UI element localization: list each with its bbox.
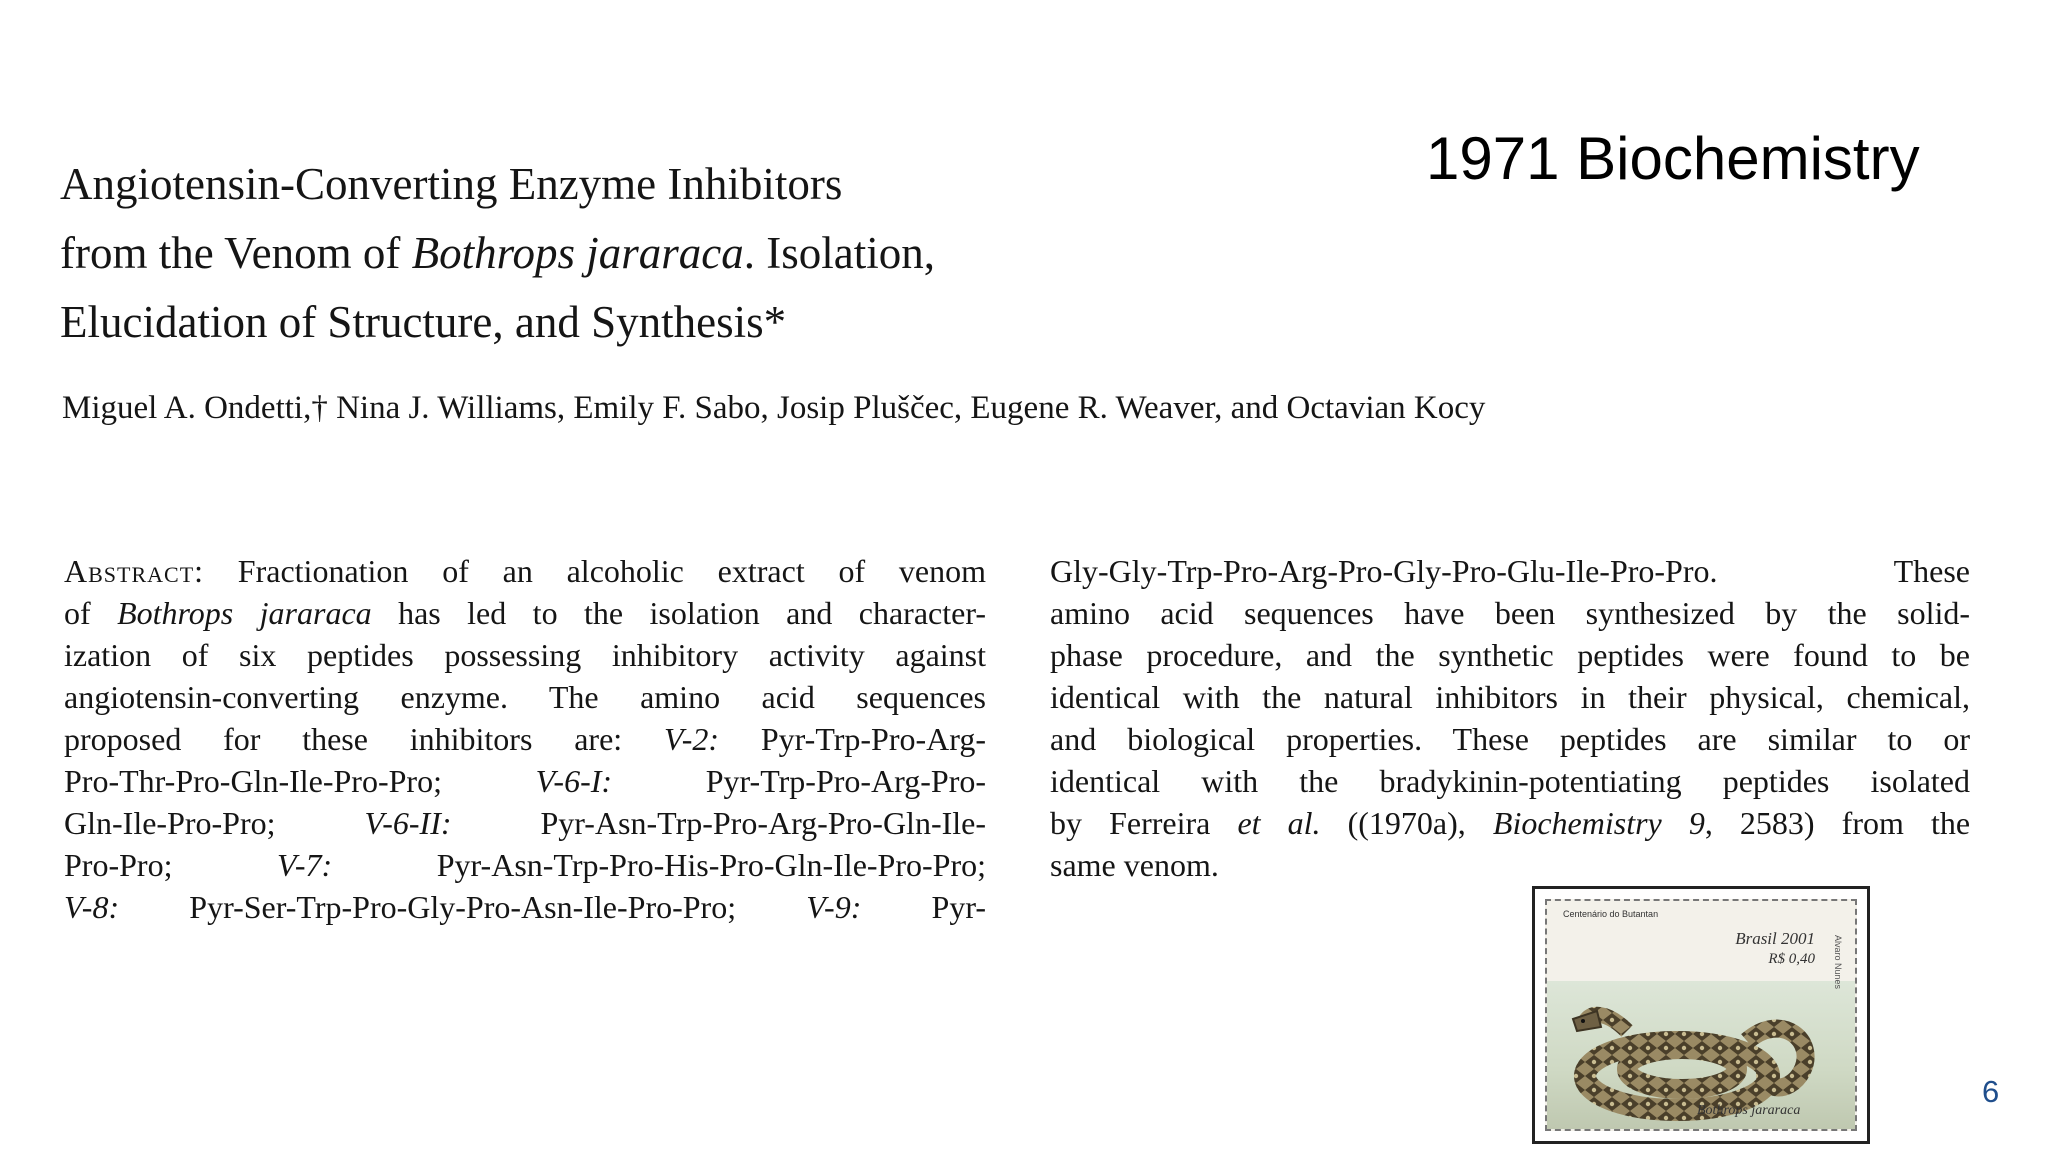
page-number: 6: [1982, 1074, 2000, 1109]
paper-title-line-1: Angiotensin-Converting Enzyme Inhibitors: [60, 159, 843, 209]
snake-illustration: [1567, 971, 1837, 1121]
title-text: from the Venom of: [60, 228, 412, 278]
paper-title: [60, 150, 1160, 357]
abstract-line: and biological properties. These peptides are similar to or: [1050, 721, 1970, 757]
abstract-text: Pyr-Ser-Trp-Pro-Gly-Pro-Asn-Ile-Pro-Pro;: [119, 889, 807, 925]
abstract-right-column: [1050, 550, 1970, 886]
abstract-text: has led to the isolation and character-: [371, 595, 986, 631]
abstract-line: [64, 844, 986, 886]
abstract-text: Fractionation of an alcoholic extract of venom: [204, 553, 986, 589]
abstract-line: [64, 760, 986, 802]
abstract-line: [64, 802, 986, 844]
abstract-text: , 2583) from the: [1704, 805, 1971, 841]
abstract-line: angiotensin-converting enzyme. The amino acid sequences: [64, 679, 986, 715]
author-list: Miguel A. Ondetti,† Nina J. Williams, Emily F. Sabo, Josip Pluščec, Eugene R. Weaver, and Octavian Kocy: [62, 390, 1486, 426]
paper-title-line-3: Elucidation of Structure, and Synthesis*: [60, 297, 787, 347]
peptide-label: V-8:: [64, 889, 120, 925]
abstract-text: Pyr-Asn-Trp-Pro-His-Pro-Gln-Ile-Pro-Pro;: [332, 847, 986, 883]
abstract-line: [64, 886, 986, 928]
journal-name: Biochemistry 9: [1492, 805, 1705, 841]
citation-italic: et al.: [1237, 805, 1321, 841]
abstract-line: [64, 592, 986, 634]
peptide-label: V-2:: [663, 721, 720, 757]
abstract-text: Pyr-: [861, 889, 986, 925]
postage-stamp-image: [1532, 886, 1870, 1144]
abstract-text: Pyr-Trp-Pro-Arg-Pro-: [612, 763, 986, 799]
paper-title-line-2: [60, 219, 1160, 288]
abstract-text: Gln-Ile-Pro-Pro;: [64, 805, 365, 841]
stamp-artist: Alvaro Nunes: [1833, 935, 1843, 990]
abstract-left-column: [64, 550, 986, 928]
abstract-line: same venom.: [1050, 847, 1219, 883]
peptide-label: V-6-I:: [535, 763, 613, 799]
abstract-line: Gly-Gly-Trp-Pro-Arg-Pro-Gly-Pro-Glu-Ile-Pro-Pro. These: [1050, 553, 1970, 589]
abstract-line: [64, 550, 986, 592]
stamp-face: [1545, 899, 1857, 1131]
abstract-text: Pro-Thr-Pro-Gln-Ile-Pro-Pro;: [64, 763, 536, 799]
peptide-label: V-9:: [806, 889, 862, 925]
abstract-label: Abstract:: [64, 553, 205, 589]
species-name: Bothrops jararaca: [411, 228, 744, 278]
abstract-line: ization of six peptides possessing inhibitory activity against: [64, 637, 986, 673]
slide-title: 1971 Biochemistry: [1426, 125, 1920, 192]
peptide-label: V-7:: [277, 847, 333, 883]
abstract-text: ((1970a),: [1320, 805, 1493, 841]
stamp-species: Bothrops jararaca: [1697, 1103, 1801, 1118]
abstract-text: Pyr-Trp-Pro-Arg-: [719, 721, 987, 757]
stamp-value: R$ 0,40: [1768, 951, 1815, 967]
abstract-text: by Ferreira: [1050, 805, 1238, 841]
abstract-text: Pro-Pro;: [64, 847, 278, 883]
abstract-line: [1050, 802, 1970, 844]
stamp-header: Centenário do Butantan: [1563, 909, 1659, 919]
abstract-text: Pyr-Asn-Trp-Pro-Arg-Pro-Gln-Ile-: [451, 805, 986, 841]
abstract-text: of: [64, 595, 118, 631]
abstract-line: amino acid sequences have been synthesized by the solid-: [1050, 595, 1970, 631]
title-text: . Isolation,: [743, 228, 935, 278]
species-name: Bothrops jararaca: [117, 595, 372, 631]
stamp-year: Brasil 2001: [1735, 929, 1815, 948]
abstract-line: identical with the bradykinin-potentiating peptides isolated: [1050, 763, 1970, 799]
abstract-line: [64, 718, 986, 760]
abstract-text: proposed for these inhibitors are:: [64, 721, 664, 757]
peptide-label: V-6-II:: [364, 805, 452, 841]
abstract-line: identical with the natural inhibitors in their physical, chemical,: [1050, 679, 1970, 715]
abstract-line: phase procedure, and the synthetic peptides were found to be: [1050, 637, 1970, 673]
